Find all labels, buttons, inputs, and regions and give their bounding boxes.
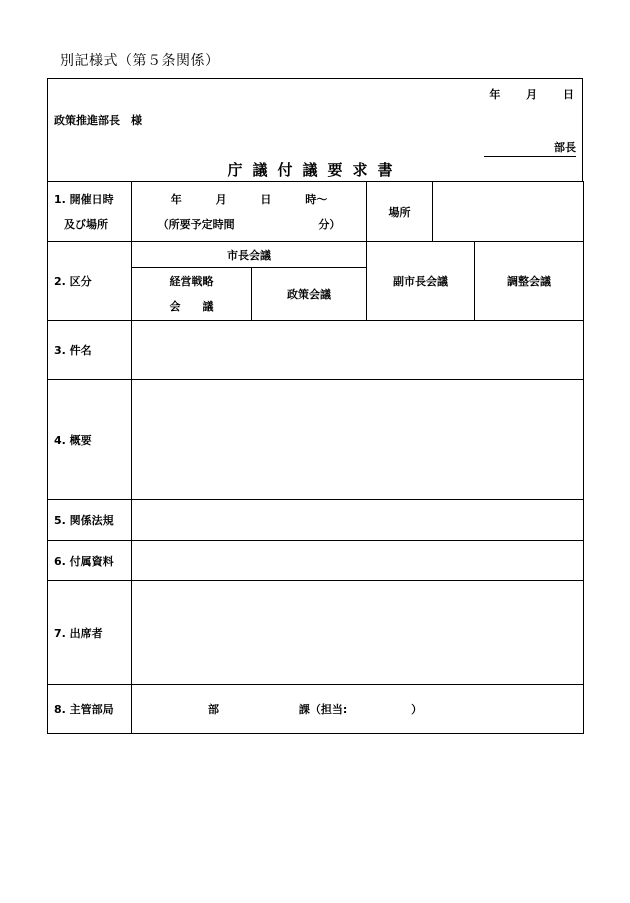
laws-field[interactable] — [132, 500, 584, 541]
subject-field[interactable] — [132, 321, 584, 380]
form-caption: 別記様式（第５条関係） — [60, 53, 220, 69]
row-attendees — [48, 581, 584, 685]
option-mayor-meeting[interactable]: 市長会議 — [132, 242, 367, 268]
label-department: 8. 主管部局 — [48, 685, 132, 734]
row-attachments — [48, 541, 584, 581]
option-vice-mayor-meeting[interactable]: 副市長会議 — [367, 242, 475, 321]
date-day: 日 — [563, 88, 574, 101]
date-line — [489, 86, 574, 102]
row-summary — [48, 380, 584, 500]
label-attachments: 6. 付属資料 — [48, 541, 132, 581]
option-policy-meeting[interactable]: 政策会議 — [252, 268, 367, 321]
summary-field[interactable] — [132, 380, 584, 500]
label-subject: 3. 件名 — [48, 321, 132, 380]
label-attendees: 7. 出席者 — [48, 581, 132, 685]
date-year: 年 — [489, 88, 501, 101]
label-summary: 4. 概要 — [48, 380, 132, 500]
row-datetime — [48, 182, 584, 242]
date-month: 月 — [526, 88, 538, 101]
place-field[interactable] — [433, 182, 584, 242]
label-datetime: 1. 開催日時 及び場所 — [48, 182, 132, 242]
request-form-table — [47, 181, 584, 734]
document-title: 庁議付議要求書 — [227, 161, 403, 179]
department-field[interactable]: 部 課（担当: ） — [132, 685, 584, 734]
attendees-field[interactable] — [132, 581, 584, 685]
row-laws — [48, 500, 584, 541]
header-section — [47, 78, 583, 181]
row-department — [48, 685, 584, 734]
datetime-field[interactable]: 年 月 日 時～ （所要予定時間 分） — [132, 182, 367, 242]
row-subject — [48, 321, 584, 380]
option-strategy-meeting[interactable]: 経営戦略 会 議 — [132, 268, 252, 321]
option-coordination-meeting[interactable]: 調整会議 — [475, 242, 584, 321]
label-place: 場所 — [367, 182, 433, 242]
attachments-field[interactable] — [132, 541, 584, 581]
row-category-top — [48, 242, 584, 268]
requesting-dept-field[interactable]: 部長 — [484, 139, 576, 157]
label-laws: 5. 関係法規 — [48, 500, 132, 541]
label-category: 2. 区分 — [48, 242, 132, 321]
addressee: 政策推進部長 様 — [54, 114, 142, 127]
